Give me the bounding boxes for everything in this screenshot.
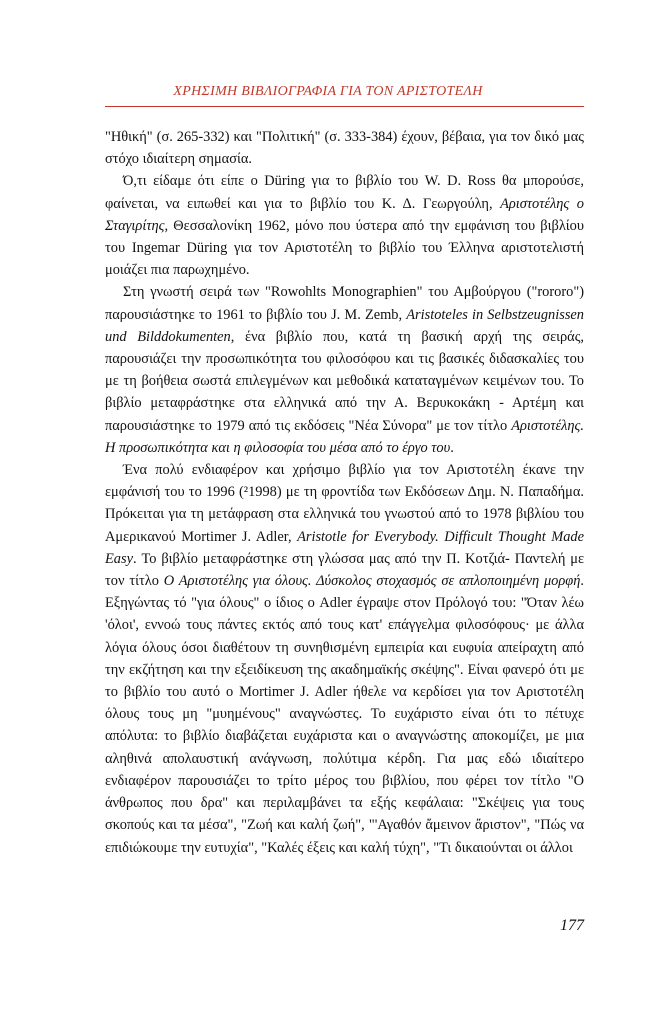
text-run: Στη γνωστή σειρά των "Rowohlts Monographien" του Αμβούργου ("rororo") παρουσιάστηκε το 1961 το βιβλίο του J. M. Zemb, — [105, 284, 584, 323]
body-text — [105, 126, 584, 859]
paragraph-4 — [105, 459, 584, 859]
text-run: , ένα βιβλίο που, κατά τη βασική αρχή της σειράς, παρουσιάζει την προσωπικότητα του φιλοσόφου και τις βασικές διδασκαλίες του με τη βοήθεια σωστά επιλεγμένων και μεθοδικά καταταγμένων κειμένων του. Το βιβλίο μεταφράστηκε στα ελληνικά από την Α. Βερυκοκάκη - Αρτέμη και παρουσιάστηκε το 1979 από τις εκδόσεις "Νέα Σύνορα" με τον τίτλο — [105, 328, 585, 434]
text-run: Ένα πολύ ενδιαφέρον και χρήσιμο βιβλίο για τον Αριστοτέλη έκανε την εμφάνισή του το 1996 (²1998) με τη φροντίδα των Εκδόσεων Δημ. Ν. Παπαδήμα. Πρόκειται για τη μετάφραση στα ελληνικά του γνωστού από το 1978 βιβλίου του Αμερικανού Mortimer J. Adler, — [105, 462, 584, 545]
paragraph-1 — [105, 126, 584, 170]
book-title: Ο Αριστοτέλης για όλους. Δύσκολος στοχασμός σε απλοποιημένη μορφή — [163, 573, 581, 590]
book-title: Aristoteles in Selbstzeugnissen und Bilddokumenten — [105, 306, 585, 345]
header-rule — [105, 106, 584, 107]
paragraph-2 — [105, 170, 584, 281]
text-run: "Ηθική" (σ. 265-332) και "Πολιτική" (σ. 333-384) έχουν, βέβαια, για τον δικό μας στόχο ιδιαίτερη σημασία. — [105, 129, 584, 168]
text-run: . — [450, 439, 454, 456]
page-number: 177 — [560, 917, 584, 934]
text-run: Ό,τι είδαμε ότι είπε ο Düring για το βιβλίο του W. D. Ross θα μπορούσε, φαίνεται, να ειπωθεί και για το βιβλίο του Κ. Δ. Γεωργούλη, — [105, 173, 584, 212]
text-run: , Θεσσαλονίκη 1962, μόνο που ύστερα από την εμφάνιση του βιβλίου του Ingemar Düring για τον Αριστοτέλη το βιβλίο του Έλληνα αριστοτελιστή μοιάζει πια παρωχημένο. — [105, 217, 584, 279]
running-head: ΧΡΗΣΙΜΗ ΒΙΒΛΙΟΓΡΑΦΙΑ ΓΙΑ ΤΟΝ ΑΡΙΣΤΟΤΕΛΗ — [173, 84, 483, 99]
text-run: . Το βιβλίο μεταφράστηκε στη γλώσσα μας από την Π. Κοτζιά- Παντελή με τον τίτλο — [105, 550, 584, 590]
book-title: Aristotle for Everybody. Difficult Thought Made Easy — [105, 528, 584, 567]
paragraph-3 — [105, 281, 584, 459]
book-title: Αριστοτέλης. Η προσωπικότητα και η φιλοσοφία του μέσα από το έργο του — [105, 417, 584, 456]
book-title: Αριστοτέλης ο Σταγιρίτης — [105, 195, 584, 234]
text-run: . Εξηγώντας τό "για όλους" ο ίδιος ο Adler έγραψε στον Πρόλογό του: "Όταν λέω 'όλοι', εννοώ τους πάντες εκτός από τους κατ' επάγγελμα φιλοσόφους· με άλλα λόγια όλους όσοι διαθέτουν τη συνηθισμένη εμπειρία και ευφυία απείραχτη από την εκζήτηση και την εξειδίκευση της ακαδημαϊκής σκέψης". Είναι φανερό ότι με το βιβλίο του αυτό ο Mortimer J. Adler ήθελε να κερδίσει για τον Αριστοτέλη όλους τους μη "μυημένους" αναγνώστες. Το ευχάριστο είναι ότι το πέτυχε απόλυτα: το βιβλίο διαβάζεται ευχάριστα και ο αναγνώστης αποκομίζει, με μια αληθινά απολαυστική ανάγνωση, πολύτιμα κέρδη. Για μας εδώ ιδιαίτερο ενδιαφέρον παρουσιάζει το τρίτο μέρος του βιβλίου, που φέρει τον τίτλο "Ο άνθρωπος που δρα" και περιλαμβάνει τα εξής κεφάλαια: "Σκέψεις για τους σκοπούς και τα μέσα", "Ζωή και καλή ζωή", "'Αγαθόν ἄμεινον ἄριστον", "Πώς να επιδιώκουμε την ευτυχία", "Καλές έξεις και καλή τύχη", "Τι δικαιούνται οι άλλοι — [105, 573, 584, 856]
